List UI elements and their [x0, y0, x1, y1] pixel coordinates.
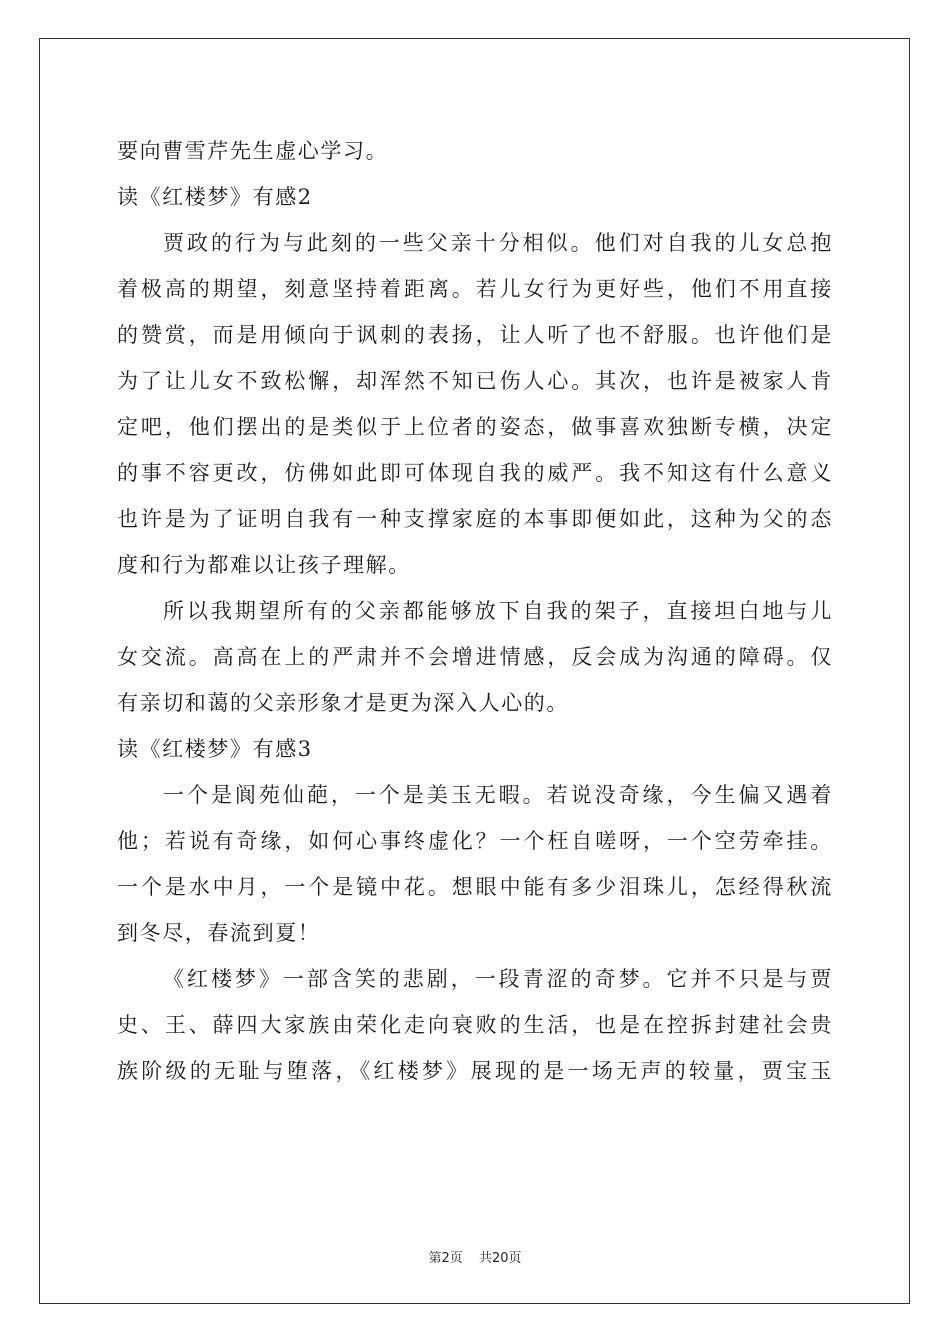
page-total: 共20页: [478, 1251, 522, 1266]
text-line: 一个是水中月，一个是镜中花。想眼中能有多少泪珠儿，怎经得秋流: [117, 875, 833, 899]
text-line: 度和行为都难以让孩子理解。: [117, 553, 411, 577]
text-line: 《红楼梦》一部含笑的悲剧，一段青涩的奇梦。它并不只是与贾: [163, 967, 833, 991]
text-line: 有亲切和蔼的父亲形象才是更为深入人心的。: [117, 691, 569, 715]
text-line: 也许是为了证明自我有一种支撑家庭的本事即便如此，这种为父的态: [117, 507, 833, 531]
text-line: 一个是阆苑仙葩，一个是美玉无暇。若说没奇缘，今生偏又遇着: [163, 783, 833, 807]
text-line: 为了让儿女不致松懈，却浑然不知已伤人心。其次，也许是被家人肯: [117, 369, 833, 393]
text-line: 女交流。高高在上的严肃并不会增进情感，反会成为沟通的障碍。仅: [117, 645, 833, 669]
paragraph: [117, 220, 833, 588]
text-line: 所以我期望所有的父亲都能够放下自我的架子，直接坦白地与儿: [163, 599, 833, 623]
text-line: 他；若说有奇缘，如何心事终虚化？一个枉自嗟呀，一个空劳牵挂。: [117, 829, 833, 853]
text-line: 族阶级的无耻与堕落，《红楼梦》展现的是一场无声的较量，贾宝玉: [117, 1059, 833, 1083]
text-line: 史、王、薛四大家族由荣化走向衰败的生活，也是在控拆封建社会贵: [117, 1013, 833, 1037]
text-line: 的事不容更改，仿佛如此即可体现自我的威严。我不知这有什么意义: [117, 461, 833, 485]
text-line: 着极高的期望，刻意坚持着距离。若儿女行为更好些，他们不用直接: [117, 277, 833, 301]
text-line: 定吧，他们摆出的是类似于上位者的姿态，做事喜欢独断专横，决定: [117, 415, 833, 439]
page-number: 第2页: [428, 1251, 463, 1266]
text-line: 贾政的行为与此刻的一些父亲十分相似。他们对自我的儿女总抱: [163, 231, 833, 255]
paragraph: [117, 128, 833, 174]
paragraph: [117, 772, 833, 956]
text-line: 要向曹雪芹先生虚心学习。: [117, 139, 389, 163]
page-footer: [0, 1247, 950, 1266]
text-line: 的赞赏，而是用倾向于讽刺的表扬，让人听了也不舒服。也许他们是: [117, 323, 833, 347]
text-line: 到冬尽，春流到夏！: [117, 921, 321, 945]
paragraph: [117, 956, 833, 1094]
section-heading: 读《红楼梦》有感3: [117, 737, 313, 761]
document-body: [117, 128, 833, 1094]
paragraph: [117, 588, 833, 726]
section-heading: 读《红楼梦》有感2: [117, 185, 313, 209]
